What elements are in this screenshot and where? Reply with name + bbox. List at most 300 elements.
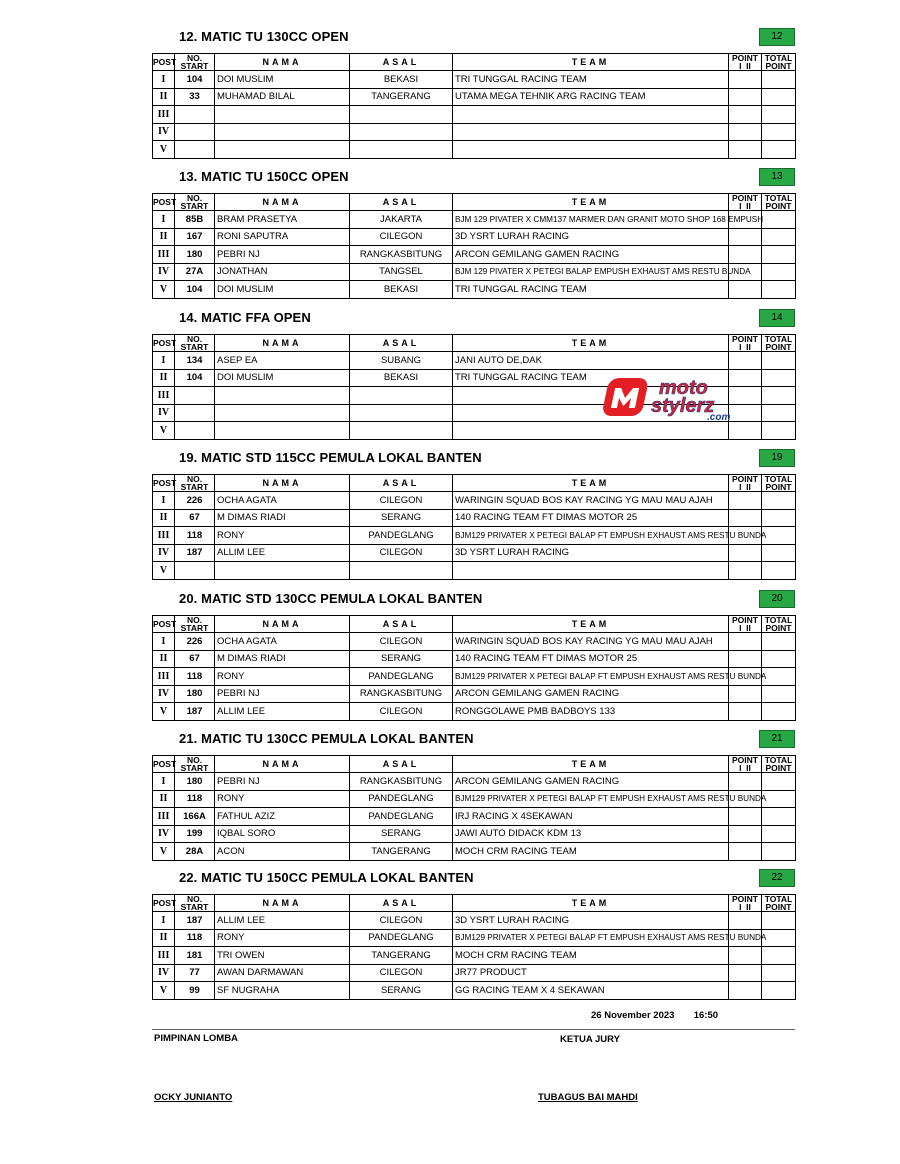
cell-rider-name: AWAN DARMAWAN: [215, 964, 350, 982]
report-date-value: 26 November 2023: [591, 1010, 675, 1021]
header-pos: POST: [153, 54, 175, 71]
table-row: [153, 773, 796, 791]
cell-team: MOCH CRM RACING TEAM: [453, 843, 729, 861]
cell-total-point: [762, 685, 796, 703]
header-total-line2: POINT: [765, 342, 792, 352]
cell-rider-name: [215, 123, 350, 141]
cell-rider-name: [215, 141, 350, 159]
header-nama: NAMA: [215, 756, 350, 773]
cell-point: [729, 773, 762, 791]
cell-total-point: [762, 422, 796, 440]
cell-origin: CILEGON: [350, 228, 453, 246]
cell-team: BJM129 PRIVATER X PETEGI BALAP FT EMPUSH EXHAUST AMS RESTU BUNDA: [453, 668, 729, 686]
header-no-line1: NO.: [186, 334, 203, 344]
header-total-line2: POINT: [765, 482, 792, 492]
cell-start-number: [175, 141, 215, 159]
cell-point: [729, 964, 762, 982]
cell-total-point: [762, 123, 796, 141]
report-date: [591, 1010, 718, 1021]
header-point-line1: POINT: [732, 53, 758, 63]
section-title: 19. MATIC STD 115CC PEMULA LOKAL BANTEN: [179, 450, 482, 465]
header-total-line1: TOTAL: [764, 193, 793, 203]
cell-start-number: 33: [175, 88, 215, 106]
header-point-line1: POINT: [732, 334, 758, 344]
cell-team: 3D YSRT LURAH RACING: [453, 544, 729, 562]
logo-word-com: .com: [707, 412, 731, 423]
header-point: [729, 194, 762, 211]
cell-origin: RANGKASBITUNG: [350, 685, 453, 703]
table-row: [153, 352, 796, 370]
cell-rider-name: MUHAMAD BILAL: [215, 88, 350, 106]
header-point-line2: I II: [739, 763, 751, 773]
table-row: [153, 211, 796, 229]
cell-point: [729, 685, 762, 703]
cell-rider-name: RONY: [215, 527, 350, 545]
section-title: 20. MATIC STD 130CC PEMULA LOKAL BANTEN: [179, 591, 483, 606]
header-total-line2: POINT: [765, 623, 792, 633]
cell-origin: SERANG: [350, 825, 453, 843]
table-row: [153, 263, 796, 281]
results-table: [152, 193, 796, 299]
cell-origin: PANDEGLANG: [350, 790, 453, 808]
cell-team: WARINGIN SQUAD BOS KAY RACING YG MAU MAU AJAH: [453, 633, 729, 651]
cell-total-point: [762, 404, 796, 422]
table-row: [153, 492, 796, 510]
header-point: [729, 756, 762, 773]
cell-origin: PANDEGLANG: [350, 668, 453, 686]
header-nama: NAMA: [215, 895, 350, 912]
cell-position: III: [153, 947, 175, 965]
header-asal: ASAL: [350, 616, 453, 633]
cell-origin: [350, 141, 453, 159]
header-nama: NAMA: [215, 335, 350, 352]
table-header-row: [153, 895, 796, 912]
cell-team: 3D YSRT LURAH RACING: [453, 228, 729, 246]
cell-position: III: [153, 106, 175, 124]
cell-origin: [350, 387, 453, 405]
cell-position: V: [153, 422, 175, 440]
cell-total-point: [762, 492, 796, 510]
cell-total-point: [762, 281, 796, 299]
section-number-badge: 13: [759, 168, 795, 186]
cell-total-point: [762, 246, 796, 264]
header-point: [729, 335, 762, 352]
cell-team: JAWI AUTO DIDACK KDM 13: [453, 825, 729, 843]
cell-origin: TANGERANG: [350, 843, 453, 861]
header-total-line2: POINT: [765, 763, 792, 773]
table-row: [153, 509, 796, 527]
cell-position: II: [153, 929, 175, 947]
cell-rider-name: [215, 106, 350, 124]
results-table: [152, 755, 796, 861]
cell-position: V: [153, 843, 175, 861]
header-total-line1: TOTAL: [764, 334, 793, 344]
table-row: [153, 843, 796, 861]
cell-team: JANI AUTO DE,DAK: [453, 352, 729, 370]
motostylerz-logo-graphic: [597, 370, 745, 422]
table-row: [153, 123, 796, 141]
header-point-line1: POINT: [732, 474, 758, 484]
cell-origin: CILEGON: [350, 912, 453, 930]
results-table: [152, 474, 796, 580]
cell-total-point: [762, 825, 796, 843]
cell-point: [729, 825, 762, 843]
cell-start-number: 180: [175, 773, 215, 791]
header-nama: NAMA: [215, 475, 350, 492]
cell-total-point: [762, 527, 796, 545]
cell-team: 3D YSRT LURAH RACING: [453, 912, 729, 930]
cell-point: [729, 544, 762, 562]
table-row: [153, 790, 796, 808]
table-row: [153, 544, 796, 562]
header-nama: NAMA: [215, 616, 350, 633]
cell-team: [453, 422, 729, 440]
cell-point: [729, 352, 762, 370]
cell-team: IRJ RACING X 4SEKAWAN: [453, 808, 729, 826]
header-no-line1: NO.: [186, 193, 203, 203]
cell-position: IV: [153, 544, 175, 562]
header-total-point: [762, 616, 796, 633]
cell-total-point: [762, 790, 796, 808]
section-title: 22. MATIC TU 150CC PEMULA LOKAL BANTEN: [179, 870, 474, 885]
logo-word-moto: moto: [659, 377, 708, 399]
header-point: [729, 895, 762, 912]
cell-start-number: 180: [175, 685, 215, 703]
table-row: [153, 71, 796, 89]
cell-point: [729, 808, 762, 826]
cell-position: I: [153, 492, 175, 510]
cell-origin: PANDEGLANG: [350, 929, 453, 947]
table-header-row: [153, 335, 796, 352]
header-no-line2: START: [180, 482, 209, 492]
cell-origin: BEKASI: [350, 71, 453, 89]
header-asal: ASAL: [350, 475, 453, 492]
cell-origin: SERANG: [350, 982, 453, 1000]
cell-point: [729, 703, 762, 721]
cell-origin: SUBANG: [350, 352, 453, 370]
cell-origin: SERANG: [350, 650, 453, 668]
cell-start-number: 118: [175, 668, 215, 686]
cell-position: V: [153, 562, 175, 580]
cell-team: ARCON GEMILANG GAMEN RACING: [453, 773, 729, 791]
cell-origin: [350, 422, 453, 440]
cell-rider-name: SF NUGRAHA: [215, 982, 350, 1000]
header-point: [729, 616, 762, 633]
header-point-line1: POINT: [732, 894, 758, 904]
cell-total-point: [762, 106, 796, 124]
header-no-line2: START: [180, 201, 209, 211]
cell-point: [729, 982, 762, 1000]
header-total-line1: TOTAL: [764, 474, 793, 484]
cell-rider-name: BRAM PRASETYA: [215, 211, 350, 229]
cell-point: [729, 912, 762, 930]
header-no-start: [175, 895, 215, 912]
cell-total-point: [762, 71, 796, 89]
cell-point: [729, 509, 762, 527]
cell-total-point: [762, 703, 796, 721]
header-total-point: [762, 475, 796, 492]
cell-start-number: 118: [175, 929, 215, 947]
cell-rider-name: RONY: [215, 668, 350, 686]
cell-position: IV: [153, 964, 175, 982]
cell-total-point: [762, 509, 796, 527]
table-row: [153, 947, 796, 965]
right-signatory-name: TUBAGUS BAI MAHDI: [538, 1092, 638, 1103]
cell-rider-name: IQBAL SORO: [215, 825, 350, 843]
cell-team: BJM129 PRIVATER X PETEGI BALAP FT EMPUSH EXHAUST AMS RESTU BUNDA: [453, 527, 729, 545]
cell-start-number: 199: [175, 825, 215, 843]
cell-total-point: [762, 263, 796, 281]
table-row: [153, 685, 796, 703]
cell-team: JR77 PRODUCT: [453, 964, 729, 982]
cell-team: ARCON GEMILANG GAMEN RACING: [453, 246, 729, 264]
header-no-start: [175, 475, 215, 492]
cell-position: II: [153, 650, 175, 668]
cell-team: WARINGIN SQUAD BOS KAY RACING YG MAU MAU AJAH: [453, 492, 729, 510]
cell-team: ARCON GEMILANG GAMEN RACING: [453, 685, 729, 703]
table-header-row: [153, 756, 796, 773]
table-row: [153, 912, 796, 930]
cell-start-number: 187: [175, 544, 215, 562]
cell-total-point: [762, 141, 796, 159]
cell-total-point: [762, 633, 796, 651]
cell-rider-name: M DIMAS RIADI: [215, 509, 350, 527]
table-row: [153, 88, 796, 106]
header-total-point: [762, 54, 796, 71]
cell-rider-name: [215, 387, 350, 405]
cell-rider-name: FATHUL AZIZ: [215, 808, 350, 826]
cell-rider-name: ALLIM LEE: [215, 912, 350, 930]
header-total-point: [762, 335, 796, 352]
table-row: [153, 668, 796, 686]
cell-total-point: [762, 929, 796, 947]
left-signatory-name: OCKY JUNIANTO: [154, 1092, 233, 1103]
motostylerz-logo: [597, 370, 745, 422]
cell-position: IV: [153, 123, 175, 141]
cell-start-number: 104: [175, 369, 215, 387]
cell-start-number: 187: [175, 912, 215, 930]
section-title: 21. MATIC TU 130CC PEMULA LOKAL BANTEN: [179, 731, 474, 746]
cell-point: [729, 228, 762, 246]
header-team: TEAM: [453, 194, 729, 211]
cell-rider-name: ALLIM LEE: [215, 703, 350, 721]
header-no-line2: START: [180, 763, 209, 773]
header-no-line1: NO.: [186, 894, 203, 904]
cell-total-point: [762, 211, 796, 229]
section-title: 12. MATIC TU 130CC OPEN: [179, 29, 349, 44]
cell-total-point: [762, 88, 796, 106]
section-number-badge: 22: [759, 869, 795, 887]
header-no-line1: NO.: [186, 755, 203, 765]
cell-team: BJM129 PRIVATER X PETEGI BALAP FT EMPUSH EXHAUST AMS RESTU BUNDA: [453, 929, 729, 947]
header-total-line1: TOTAL: [764, 53, 793, 63]
cell-start-number: 118: [175, 527, 215, 545]
cell-origin: RANGKASBITUNG: [350, 773, 453, 791]
cell-start-number: 27A: [175, 263, 215, 281]
table-row: [153, 929, 796, 947]
header-no-start: [175, 54, 215, 71]
cell-position: V: [153, 982, 175, 1000]
cell-start-number: 99: [175, 982, 215, 1000]
cell-team: GG RACING TEAM X 4 SEKAWAN: [453, 982, 729, 1000]
table-row: [153, 422, 796, 440]
header-total-line2: POINT: [765, 902, 792, 912]
cell-position: I: [153, 633, 175, 651]
cell-total-point: [762, 668, 796, 686]
cell-origin: [350, 562, 453, 580]
cell-point: [729, 562, 762, 580]
cell-total-point: [762, 912, 796, 930]
header-no-line2: START: [180, 61, 209, 71]
header-no-line1: NO.: [186, 53, 203, 63]
cell-origin: [350, 106, 453, 124]
cell-position: IV: [153, 404, 175, 422]
cell-rider-name: OCHA AGATA: [215, 633, 350, 651]
header-point: [729, 475, 762, 492]
cell-point: [729, 141, 762, 159]
cell-position: V: [153, 703, 175, 721]
cell-origin: TANGSEL: [350, 263, 453, 281]
cell-rider-name: OCHA AGATA: [215, 492, 350, 510]
cell-team: BJM129 PRIVATER X PETEGI BALAP FT EMPUSH EXHAUST AMS RESTU BUNDA: [453, 790, 729, 808]
cell-start-number: 28A: [175, 843, 215, 861]
header-total-point: [762, 194, 796, 211]
table-row: [153, 703, 796, 721]
header-no-line2: START: [180, 902, 209, 912]
cell-origin: BEKASI: [350, 281, 453, 299]
header-point-line2: I II: [739, 342, 751, 352]
cell-start-number: [175, 387, 215, 405]
cell-team: BJM 129 PIVATER X CMM137 MARMER DAN GRANIT MOTO SHOP 168 EMPUSH: [453, 211, 729, 229]
cell-team: TRI TUNGGAL RACING TEAM: [453, 369, 729, 387]
header-point-line2: I II: [739, 902, 751, 912]
table-row: [153, 228, 796, 246]
cell-team: [453, 106, 729, 124]
cell-start-number: 104: [175, 71, 215, 89]
header-team: TEAM: [453, 475, 729, 492]
header-asal: ASAL: [350, 335, 453, 352]
cell-rider-name: [215, 404, 350, 422]
cell-position: II: [153, 88, 175, 106]
header-nama: NAMA: [215, 194, 350, 211]
cell-point: [729, 492, 762, 510]
cell-position: II: [153, 228, 175, 246]
cell-start-number: [175, 562, 215, 580]
header-no-start: [175, 194, 215, 211]
header-asal: ASAL: [350, 54, 453, 71]
section-title: 14. MATIC FFA OPEN: [179, 310, 311, 325]
cell-point: [729, 123, 762, 141]
header-point-line2: I II: [739, 623, 751, 633]
cell-rider-name: [215, 562, 350, 580]
cell-team: [453, 141, 729, 159]
table-row: [153, 982, 796, 1000]
cell-start-number: 77: [175, 964, 215, 982]
table-row: [153, 562, 796, 580]
header-point-line2: I II: [739, 61, 751, 71]
header-no-line2: START: [180, 342, 209, 352]
header-team: TEAM: [453, 895, 729, 912]
results-table: [152, 894, 796, 1000]
header-nama: NAMA: [215, 54, 350, 71]
cell-team: BJM 129 PIVATER X PETEGI BALAP EMPUSH EXHAUST AMS RESTU BUNDA: [453, 263, 729, 281]
header-total-line2: POINT: [765, 201, 792, 211]
cell-team: MOCH CRM RACING TEAM: [453, 947, 729, 965]
cell-position: III: [153, 387, 175, 405]
results-table: [152, 53, 796, 159]
header-team: TEAM: [453, 616, 729, 633]
table-header-row: [153, 475, 796, 492]
cell-total-point: [762, 650, 796, 668]
section-number-badge: 12: [759, 28, 795, 46]
header-no-start: [175, 616, 215, 633]
section-number-badge: 20: [759, 590, 795, 608]
cell-start-number: 104: [175, 281, 215, 299]
right-signatory-role: KETUA JURY: [560, 1034, 620, 1045]
cell-origin: PANDEGLANG: [350, 808, 453, 826]
cell-position: IV: [153, 263, 175, 281]
cell-position: III: [153, 668, 175, 686]
cell-origin: [350, 123, 453, 141]
header-point-line1: POINT: [732, 755, 758, 765]
cell-point: [729, 281, 762, 299]
cell-position: I: [153, 352, 175, 370]
cell-start-number: [175, 106, 215, 124]
section-title: 13. MATIC TU 150CC OPEN: [179, 169, 349, 184]
cell-total-point: [762, 228, 796, 246]
cell-start-number: 166A: [175, 808, 215, 826]
cell-total-point: [762, 808, 796, 826]
cell-position: III: [153, 527, 175, 545]
cell-rider-name: JONATHAN: [215, 263, 350, 281]
header-pos: POST: [153, 475, 175, 492]
section-number-badge: 14: [759, 309, 795, 327]
header-team: TEAM: [453, 756, 729, 773]
table-header-row: [153, 194, 796, 211]
table-row: [153, 650, 796, 668]
cell-point: [729, 71, 762, 89]
header-team: TEAM: [453, 54, 729, 71]
cell-rider-name: PEBRI NJ: [215, 685, 350, 703]
cell-total-point: [762, 544, 796, 562]
cell-start-number: 134: [175, 352, 215, 370]
table-row: [153, 633, 796, 651]
header-team: TEAM: [453, 335, 729, 352]
header-total-line2: POINT: [765, 61, 792, 71]
header-total-point: [762, 756, 796, 773]
left-signatory-role: PIMPINAN LOMBA: [154, 1033, 238, 1044]
cell-rider-name: RONI SAPUTRA: [215, 228, 350, 246]
cell-total-point: [762, 982, 796, 1000]
cell-point: [729, 843, 762, 861]
cell-position: V: [153, 281, 175, 299]
cell-total-point: [762, 964, 796, 982]
cell-rider-name: RONY: [215, 790, 350, 808]
cell-team: TRI TUNGGAL RACING TEAM: [453, 281, 729, 299]
table-row: [153, 281, 796, 299]
header-total-line1: TOTAL: [764, 894, 793, 904]
header-total-point: [762, 895, 796, 912]
cell-origin: CILEGON: [350, 492, 453, 510]
header-no-start: [175, 335, 215, 352]
table-header-row: [153, 616, 796, 633]
cell-position: V: [153, 141, 175, 159]
header-pos: POST: [153, 335, 175, 352]
cell-position: III: [153, 808, 175, 826]
cell-rider-name: ALLIM LEE: [215, 544, 350, 562]
header-asal: ASAL: [350, 194, 453, 211]
cell-origin: PANDEGLANG: [350, 527, 453, 545]
